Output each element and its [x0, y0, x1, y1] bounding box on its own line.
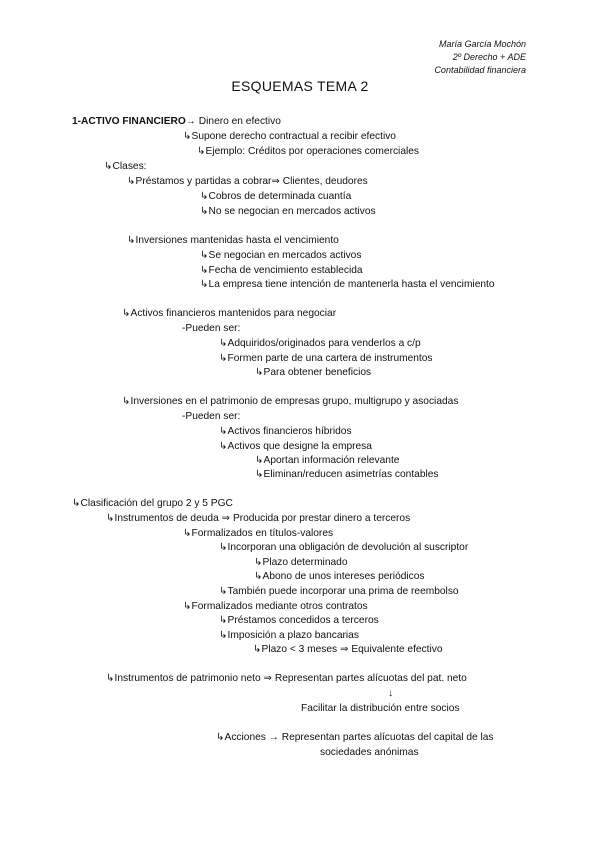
outline-line: ↳Formalizados en títulos-valores	[183, 528, 334, 539]
outline-line: -Pueden ser:	[182, 323, 241, 334]
outline-line: ↳Fecha de vencimiento establecida	[200, 265, 363, 276]
outline-line: ↳Clasificación del grupo 2 y 5 PGC	[72, 498, 233, 509]
section1-heading-rest: → Dinero en efectivo	[185, 116, 281, 127]
author-name: María García Mochón	[438, 39, 526, 49]
outline-line: ↳Préstamos y partidas a cobrar⇒ Clientes, deudores	[127, 176, 368, 187]
outline-line: ↳Para obtener beneficios	[255, 367, 372, 378]
course-name: 2º Derecho + ADE	[452, 52, 526, 62]
outline-line: ↳Plazo < 3 meses ⇒ Equivalente efectivo	[253, 644, 443, 655]
outline-line: ↳Clases:	[104, 161, 147, 172]
outline-line: ↳Supone derecho contractual a recibir efectivo	[183, 131, 396, 142]
outline-line: ↳Aportan información relevante	[255, 455, 400, 466]
outline-line: ↳También puede incorporar una prima de reembolso	[219, 586, 459, 597]
outline-line: ↳Plazo determinado	[254, 557, 348, 568]
outline-line: ↳Préstamos concedidos a terceros	[219, 615, 379, 626]
outline-line: ↳Acciones → Representan partes alícuotas del capital de las	[216, 732, 494, 743]
outline-line: ↳Incorporan una obligación de devolución al suscriptor	[219, 542, 469, 553]
subject-name: Contabilidad financiera	[434, 65, 526, 75]
outline-line: ↳Formen parte de una cartera de instrumentos	[219, 353, 433, 364]
outline-line: ↳Inversiones en el patrimonio de empresas grupo, multigrupo y asociadas	[122, 396, 459, 407]
outline-line: ↳Activos que designe la empresa	[219, 441, 372, 452]
outline-line: ↳Imposición a plazo bancarias	[219, 630, 359, 641]
outline-line: ↳Adquiridos/originados para venderlos a c/p	[219, 338, 421, 349]
outline-line: ↳La empresa tiene intención de mantenerla hasta el vencimiento	[200, 279, 495, 290]
outline-line: ↳Inversiones mantenidas hasta el vencimiento	[127, 235, 339, 246]
outline-line: ↳Ejemplo: Créditos por operaciones comerciales	[197, 146, 420, 157]
outline-line: ↳Cobros de determinada cuantía	[200, 191, 352, 202]
outline-line: ↳Activos financieros mantenidos para negociar	[122, 308, 337, 319]
section1-heading-line	[72, 115, 281, 128]
outline-line: ↳Activos financieros híbridos	[219, 426, 352, 437]
outline-line: ↳Eliminan/reducen asimetrías contables	[255, 469, 439, 480]
outline-line: ↳Instrumentos de patrimonio neto ⇒ Representan partes alícuotas del pat. neto	[106, 673, 467, 684]
outline-line: ↳Se negocian en mercados activos	[200, 250, 362, 261]
outline-line: sociedades anónimas	[320, 747, 419, 758]
page-title: ESQUEMAS TEMA 2	[231, 78, 369, 94]
outline-line: ↳Instrumentos de deuda ⇒ Producida por prestar dinero a terceros	[106, 513, 411, 524]
outline-line: ↳No se negocian en mercados activos	[200, 206, 376, 217]
outline-line: -Pueden ser:	[182, 411, 241, 422]
outline-line: ↳Formalizados mediante otros contratos	[183, 601, 368, 612]
arrow-down-icon: ↓	[388, 688, 394, 699]
outline-line: ↳Abono de unos intereses periódicos	[254, 571, 425, 582]
outline-line: Facilitar la distribución entre socios	[301, 703, 460, 714]
section1-heading: 1-ACTIVO FINANCIERO	[72, 116, 186, 127]
